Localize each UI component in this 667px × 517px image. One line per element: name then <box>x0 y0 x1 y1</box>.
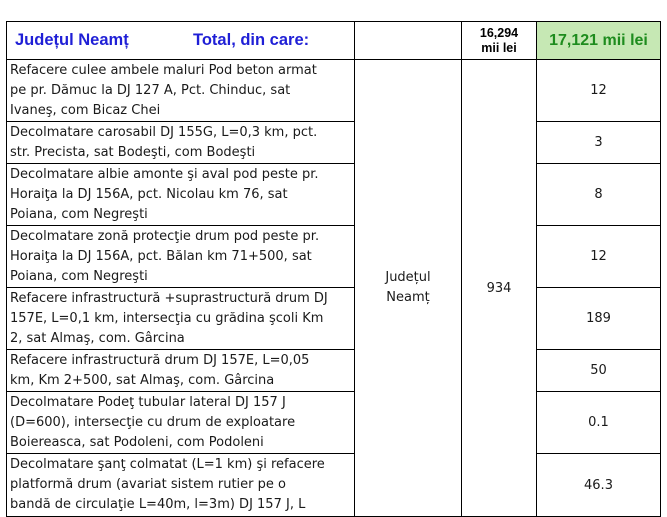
table-row <box>7 454 661 517</box>
work-description: Refacere culee ambele maluri Pod beton armat pe pr. Dămuc la DJ 127 A, Pct. Chinduc, sat Ivaneş, com Bicaz Chei <box>7 60 355 122</box>
location-cell <box>355 60 462 517</box>
work-value: 0.1 <box>537 392 661 454</box>
table-row <box>7 350 661 392</box>
table-row <box>7 392 661 454</box>
work-value: 3 <box>537 122 661 164</box>
highlight-total: 17,121 mii lei <box>537 22 661 60</box>
header-total-cell <box>462 22 537 60</box>
work-description: Decolmatare carosabil DJ 155G, L=0,3 km, pct. str. Precista, sat Bodeşti, com Bodeşti <box>7 122 355 164</box>
header-empty-cell <box>355 22 462 60</box>
total-label: Total, din care: <box>193 31 310 49</box>
total-amount: 16,294 <box>479 25 519 40</box>
work-value: 50 <box>537 350 661 392</box>
location-line-2: Neamț <box>386 290 430 305</box>
work-description: Refacere infrastructură drum DJ 157E, L=0,05 km, Km 2+500, sat Almaş, com. Gârcina <box>7 350 355 392</box>
table-row <box>7 60 661 122</box>
table-row <box>7 226 661 288</box>
work-value: 12 <box>537 60 661 122</box>
total-unit: mii lei <box>481 40 517 55</box>
work-value: 12 <box>537 226 661 288</box>
header-title-cell <box>7 22 355 60</box>
work-description: Decolmatare Podeţ tubular lateral DJ 157 J (D=600), intersecţie cu drum de exploatare Boiereasca, sat Podoleni, com Podoleni <box>7 392 355 454</box>
table-row <box>7 164 661 226</box>
location-line-1: Județul <box>385 270 431 285</box>
work-value: 189 <box>537 288 661 350</box>
amount-cell: 934 <box>462 60 537 517</box>
work-description: Decolmatare albie amonte şi aval pod peste pr. Horaiţa la DJ 156A, pct. Nicolau km 76, sat Poiana, com Negreşti <box>7 164 355 226</box>
work-value: 8 <box>537 164 661 226</box>
header-row <box>7 22 661 60</box>
county-title: Județul Neamț <box>15 31 129 49</box>
work-description: Decolmatare zonă protecţie drum pod peste pr. Horaiţa la DJ 156A, pct. Bălan km 71+500, sat Poiana, com Negreşti <box>7 226 355 288</box>
table-row <box>7 288 661 350</box>
work-value: 46.3 <box>537 454 661 517</box>
works-table <box>6 21 661 517</box>
work-description: Refacere infrastructură +suprastructură drum DJ 157E, L=0,1 km, intersecţia cu grădina şcoli Km 2, sat Almaş, com. Gârcina <box>7 288 355 350</box>
table-row <box>7 122 661 164</box>
work-description: Decolmatare şanţ colmatat (L=1 km) şi refacere platformă drum (avariat sistem rutier pe o bandă de circulaţie L=40m, l=3m) DJ 157 J, L <box>7 454 355 517</box>
